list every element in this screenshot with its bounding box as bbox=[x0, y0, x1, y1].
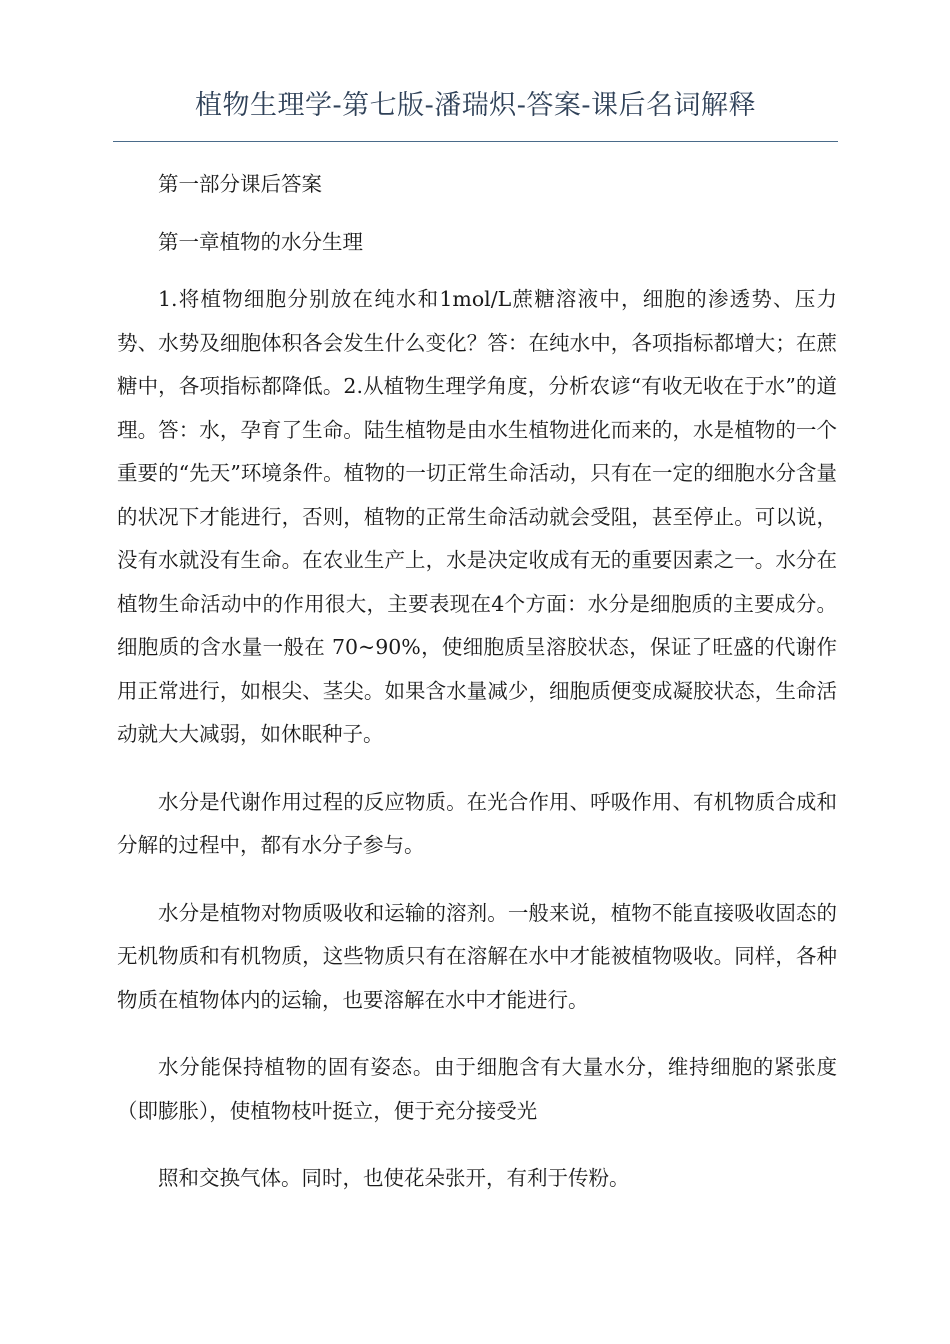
title-divider bbox=[113, 141, 838, 142]
paragraph-3: 水分是植物对物质吸收和运输的溶剂。一般来说，植物不能直接吸收固态的无机物质和有机物质，这些物质只有在溶解在水中才能被植物吸收。同样，各种物质在植物体内的运输，也要溶解在水中才能进行。 bbox=[117, 900, 837, 1012]
document-body bbox=[117, 163, 837, 1225]
document-title: 植物生理学-第七版-潘瑞炽-答案-课后名词解释 bbox=[195, 90, 756, 121]
chapter-heading: 第一章植物的水分生理 bbox=[158, 229, 363, 254]
paragraph-4: 水分能保持植物的固有姿态。由于细胞含有大量水分，维持细胞的紧张度（即膨胀），使植物枝叶挺立，便于充分接受光 bbox=[117, 1055, 837, 1123]
paragraph-1: 1.将植物细胞分别放在纯水和1mol/L蔗糖溶液中，细胞的渗透势、压力势、水势及细胞体积各会发生什么变化？答：在纯水中，各项指标都增大；在蔗糖中，各项指标都降低。2.从植物生理学角度，分析农谚“有收无收在于水”的道理。答：水，孕育了生命。陆生植物是由水生植物进化而来的，水是植物的一个重要的“先天”环境条件。植物的一切正常生命活动，只有在一定的细胞水分含量的状况下才能进行，否则，植物的正常生命活动就会受阻，甚至停止。可以说，没有水就没有生命。在农业生产上，水是决定收成有无的重要因素之一。水分在植物生命活动中的作用很大，主要表现在4个方面：水分是细胞质的主要成分。细胞质的含水量一般在 70~90%，使细胞质呈溶胶状态，保证了旺盛的代谢作用正常进行，如根尖、茎尖。如果含水量减少，细胞质便变成凝胶状态，生命活动就大大减弱，如休眠种子。 bbox=[117, 287, 837, 746]
paragraph-5: 照和交换气体。同时，也使花朵张开，有利于传粉。 bbox=[158, 1166, 630, 1190]
paragraph-2: 水分是代谢作用过程的反应物质。在光合作用、呼吸作用、有机物质合成和分解的过程中，都有水分子参与。 bbox=[117, 789, 837, 857]
section-heading: 第一部分课后答案 bbox=[158, 172, 322, 196]
